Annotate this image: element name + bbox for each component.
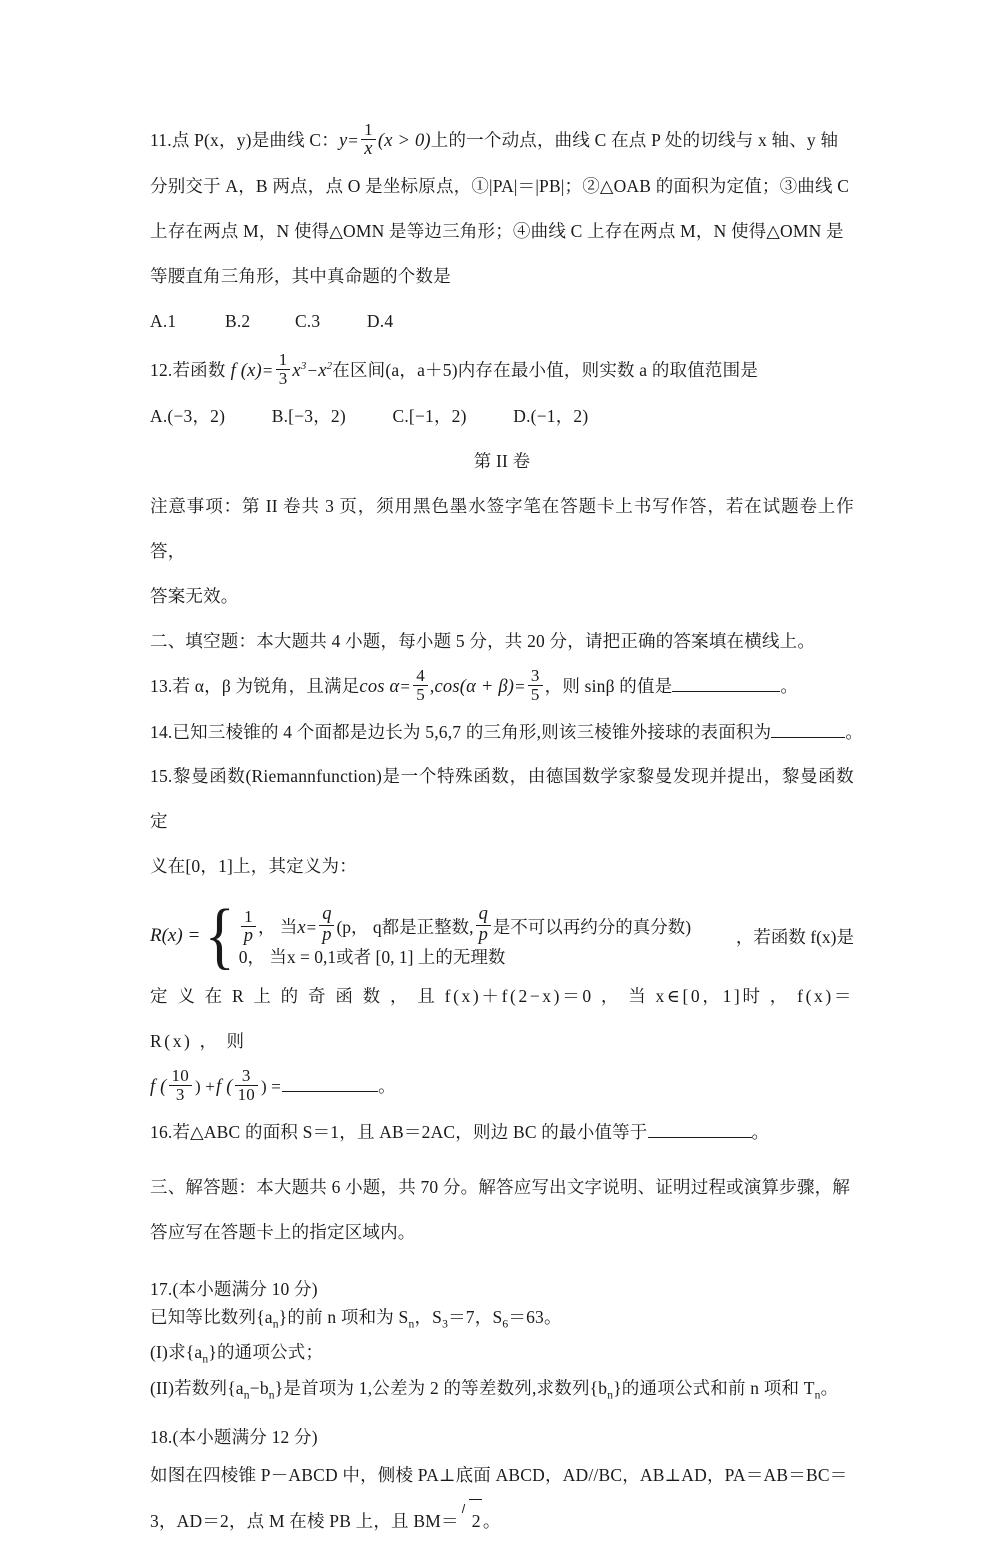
page-content — [150, 118, 864, 1544]
q13-equals-1: = — [400, 676, 411, 696]
q12-fraction-numerator: 1 — [278, 349, 288, 369]
answer-blank-13[interactable] — [672, 691, 780, 692]
question-11-line-4: 等腰直角三角形，其中真命题的个数是 — [150, 266, 451, 286]
question-11 — [150, 118, 854, 299]
q17-l1-b: }的前 n 项和为 S — [278, 1306, 409, 1327]
q12-x-cubed-base: x — [292, 360, 301, 381]
q11-domain-condition: (x > 0) — [377, 131, 431, 151]
q13-fraction-2-numerator: 3 — [530, 665, 540, 685]
result-f2-numerator: 3 — [241, 1065, 251, 1085]
q12-equals: = — [262, 360, 273, 380]
q17-l3-e: 。 — [820, 1377, 839, 1398]
q17-l1-d: ＝7，S — [448, 1306, 503, 1327]
option-d: D.(−1，2) — [513, 405, 589, 426]
q17-l2-a: (I)求{a — [150, 1342, 203, 1363]
fill-in-blank-heading: 二、填空题：本大题共 4 小题，每小题 5 分，共 20 分，请把正确的答案填在横线上。 — [150, 630, 816, 651]
result-f-open-2: f ( — [216, 1076, 233, 1097]
question-12-options — [150, 394, 854, 439]
q17-l3-sub-4: n — [814, 1389, 821, 1402]
section-3-line-1: 三、解答题：本大题共 6 小题，共 70 分。解答应写出文字说明、证明过程或演算步骤，解 — [150, 1176, 851, 1197]
case-1-p2-denominator: p — [476, 925, 491, 946]
q13-fraction-2-denominator: 5 — [528, 685, 543, 704]
q12-x-squared-base: x — [318, 360, 327, 381]
piecewise-tail-text: ，若函数 f(x)是 — [735, 926, 854, 947]
q13-fraction-three-fifths — [528, 667, 543, 705]
q13-fraction-1-numerator: 4 — [416, 665, 425, 685]
section-2-heading: 第 II 卷 — [473, 450, 531, 471]
q14-period: 。 — [845, 721, 864, 742]
q13-comma: , — [429, 675, 435, 696]
piecewise-left-brace: { — [204, 894, 236, 977]
question-13-lead: 13.若 α，β 为锐角，且满足 — [150, 675, 360, 696]
question-14-line-1 — [150, 710, 864, 754]
piecewise-case-1 — [239, 903, 692, 946]
q11-fraction-one-over-x — [361, 121, 376, 160]
result-fraction-three-tenths — [235, 1067, 258, 1105]
q12-fraction-denominator: 3 — [276, 369, 291, 388]
question-16-text: 16.若△ABC 的面积 S＝1，且 AB＝2AC，则边 BC 的最小值等于 — [150, 1121, 648, 1142]
case-1-x: x — [297, 917, 306, 938]
option-b: B.2 — [224, 311, 251, 331]
question-12 — [150, 344, 854, 394]
question-18-line-2 — [150, 1498, 854, 1544]
question-16-line-1 — [150, 1110, 854, 1155]
option-a: A.(−3，2) — [150, 405, 226, 426]
question-11-line-3: 上存在两点 M，N 使得△OMN 是等边三角形；④曲线 C 上存在两点 M，N 使得△OMN 是 — [150, 221, 844, 241]
question-11-options — [150, 299, 854, 344]
question-16 — [150, 1110, 854, 1155]
question-11-line-2: 分别交于 A，B 两点，点 O 是坐标原点，①|PA|＝|PB|；②△OAB 的面积为定值；③曲线 C — [150, 176, 850, 196]
case-1-fraction-numerator: 1 — [244, 906, 253, 926]
result-close-plus: ) + — [194, 1076, 216, 1096]
q17-l1-a: 已知等比数列{a — [150, 1306, 273, 1327]
question-12-line-1 — [150, 344, 854, 394]
option-b: B.[−3，2) — [271, 405, 346, 426]
section-3-line-2: 答应写在答题卡上的指定区域内。 — [150, 1221, 416, 1242]
result-f2-denominator: 10 — [235, 1085, 258, 1104]
result-fraction-ten-thirds — [169, 1067, 192, 1105]
result-f-open-1: f ( — [150, 1076, 167, 1097]
q17-l2-sub: n — [202, 1353, 209, 1366]
q17-l1-e: ＝63。 — [508, 1306, 562, 1327]
case-1-fraction-q-over-p-2 — [476, 905, 491, 946]
case-1-p-denominator: p — [319, 925, 334, 946]
section-2-notice — [150, 484, 854, 619]
notice-line-1: 注意事项：第 II 卷共 3 页，须用黑色墨水签字笔在答题卡上书写作答，若在试题卷上作答， — [150, 495, 854, 561]
q15-period: 。 — [378, 1075, 396, 1096]
notice-line-2: 答案无效。 — [150, 585, 239, 606]
question-13 — [150, 664, 854, 710]
case-1-q2-numerator: q — [478, 903, 488, 924]
question-13-tail: ，则 sinβ 的值是 — [544, 675, 673, 696]
question-15-intro — [150, 754, 854, 889]
case-1-text-a: ， 当 — [258, 916, 298, 937]
q17-l1-sub-3: 3 — [442, 1318, 449, 1331]
question-12-lead: 12.若函数 — [150, 359, 226, 380]
result-close-equals: ) = — [260, 1076, 282, 1096]
question-15-piecewise-formula — [150, 894, 854, 977]
question-17 — [150, 1275, 854, 1410]
q17-l1-sub-4: 6 — [502, 1318, 509, 1331]
q13-cos-alpha: cos α — [359, 676, 400, 697]
q17-l3-sub-3: n — [607, 1389, 614, 1402]
q13-period: 。 — [780, 675, 799, 696]
option-c: C.3 — [294, 311, 321, 331]
q17-l3-b: −b — [249, 1377, 269, 1398]
q18-square-root-of-two — [461, 1498, 481, 1544]
q11-fraction-numerator: 1 — [364, 119, 373, 139]
result-f1-numerator: 10 — [171, 1065, 189, 1085]
q12-fraction-one-third — [276, 351, 291, 389]
question-18-line-1: 如图在四棱锥 P－ABCD 中，侧棱 PA⊥底面 ABCD，AD//BC，AB⊥AD，PA＝AB＝BC＝ — [150, 1465, 848, 1486]
option-c: C.[−1，2) — [392, 405, 467, 426]
q12-x-cubed-exponent: 3 — [300, 360, 307, 372]
question-12-tail: 在区间(a，a＋5)内存在最小值，则实数 a 的取值范围是 — [332, 359, 759, 380]
case-1-fraction-q-over-p — [319, 905, 334, 946]
option-d: D.4 — [366, 311, 394, 331]
question-18-header-block — [150, 1423, 854, 1451]
question-11-lead: 11.点 P(x，y)是曲线 C： — [150, 130, 339, 150]
question-15-line-3: 定 义 在 R 上 的 奇 函 数 ， 且 f(x)＋f(2−x)＝0 ， 当 x∈[0，1]时 ， f(x)＝R(x) ， 则 — [150, 985, 854, 1051]
q11-equals: = — [348, 131, 359, 150]
answer-blank-15[interactable] — [282, 1091, 378, 1092]
q18-sqrt-radicand: 2 — [471, 1511, 481, 1532]
question-11-line-1 — [150, 118, 854, 164]
q16-period: 。 — [751, 1121, 770, 1142]
q12-x-squared-exponent: 2 — [326, 360, 333, 372]
option-a: A.1 — [150, 311, 177, 331]
q13-fraction-1-denominator: 5 — [413, 685, 428, 704]
q17-l3-a: (II)若数列{a — [150, 1377, 244, 1398]
q11-line-1-tail: 上的一个动点，曲线 C 在点 P 处的切线与 x 轴、y 轴 — [430, 130, 839, 150]
question-15-result — [150, 1064, 854, 1110]
case-1-text-c: 是不可以再约分的真分数) — [492, 916, 692, 937]
question-15-result-line — [150, 1064, 854, 1110]
case-1-text-b: (p， q都是正整数, — [336, 916, 474, 937]
q17-l1-sub-2: n — [408, 1318, 415, 1331]
q17-l1-c: ，S — [414, 1306, 443, 1327]
piecewise-cases — [239, 905, 732, 968]
q17-l3-sub-1: n — [243, 1389, 250, 1402]
q17-l3-sub-2: n — [268, 1389, 275, 1402]
q17-l3-c: }是首项为 1,公差为 2 的等差数列,求数列{b — [274, 1377, 608, 1398]
section-3-heading — [150, 1165, 854, 1255]
q17-l3-d: }的通项公式和前 n 项和 T — [613, 1377, 815, 1398]
q12-function-fx: f (x) — [230, 360, 262, 381]
q18-l2-b: 。 — [482, 1511, 501, 1532]
result-f1-denominator: 3 — [169, 1085, 192, 1104]
case-1-equals: = — [306, 917, 317, 937]
case-1-q-numerator: q — [322, 903, 332, 924]
question-17-header: 17.(本小题满分 10 分) — [150, 1278, 318, 1299]
question-14-text: 14.已知三棱锥的 4 个面都是边长为 5,6,7 的三角形,则该三棱锥外接球的表面积为 — [150, 721, 772, 742]
question-14 — [150, 710, 864, 754]
question-18-header: 18.(本小题满分 12 分) — [150, 1427, 318, 1448]
piecewise-case-2: 0， 当x = 0,1或者 [0, 1] 上的无理数 — [238, 946, 506, 967]
question-15-line-2: 义在[0，1]上，其定义为： — [150, 855, 357, 876]
q13-cos-alpha-plus-beta: cos(α + β) — [434, 676, 515, 697]
question-17-line-2 — [150, 1338, 854, 1374]
question-15-line-1: 15.黎曼函数(Riemannfunction)是一个特殊函数，由德国数学家黎曼发现并提出，黎曼函数定 — [150, 765, 854, 831]
case-1-fraction-denominator: p — [241, 926, 256, 947]
question-13-line-1 — [150, 664, 854, 710]
question-18 — [150, 1453, 854, 1544]
piecewise-left-hand-side: R(x) = — [150, 925, 201, 947]
q18-l2-a: 3，AD＝2，点 M 在棱 PB 上，且 BM＝ — [150, 1511, 459, 1532]
q17-l2-b: }的通项公式； — [208, 1342, 324, 1363]
q12-minus: − — [307, 360, 318, 380]
q11-variable-y: y — [338, 131, 348, 151]
q17-l1-sub-1: n — [272, 1318, 279, 1331]
question-17-line-3 — [150, 1374, 854, 1410]
answer-blank-16[interactable] — [648, 1137, 752, 1138]
q11-fraction-denominator: x — [361, 139, 376, 160]
q13-equals-2: = — [515, 676, 525, 696]
q13-fraction-four-fifths — [413, 667, 428, 705]
answer-blank-14[interactable] — [771, 737, 845, 738]
question-17-line-1 — [150, 1303, 854, 1339]
